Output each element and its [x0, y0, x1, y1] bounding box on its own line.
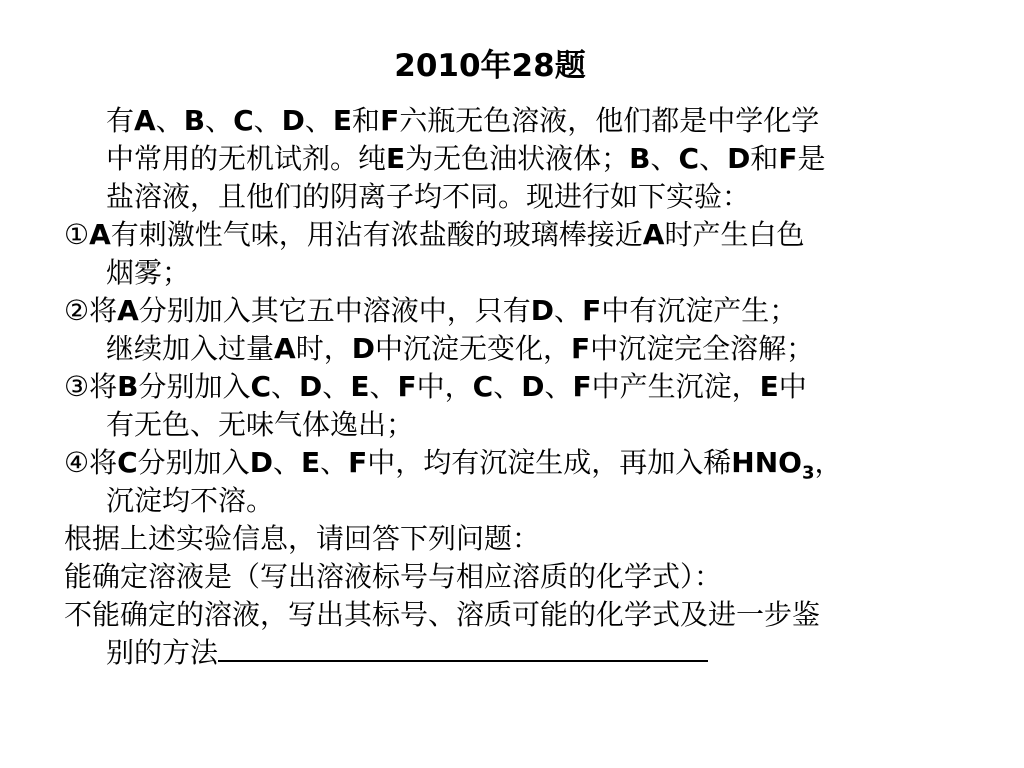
- step-2-text-2: 继续加入过量A时，D中沉淀无变化，F中沉淀完全溶解；: [106, 332, 815, 365]
- intro-line-3: [64, 178, 999, 216]
- question-2-line-2: [64, 634, 999, 672]
- step-2-line-2: [64, 330, 999, 368]
- question-2-text-2: 别的方法: [106, 636, 219, 669]
- slide-title-text: 2010年28题: [394, 48, 586, 84]
- step-4-line-2: [64, 482, 999, 520]
- intro-line-1: [64, 102, 999, 140]
- step-3-line-2: [64, 406, 999, 444]
- step-2-line-1: [64, 292, 999, 330]
- step-3-text-1: ③将B分别加入C、D、E、F中，C、D、F中产生沉淀，E中: [64, 370, 807, 403]
- intro-text-1: 有A、B、C、D、E和F六瓶无色溶液，他们都是中学化学: [106, 104, 820, 137]
- step-4-text-2: 沉淀均不溶。: [106, 484, 275, 517]
- step-3-text-2: 有无色、无味气体逸出；: [106, 408, 415, 441]
- step-2-text-1: ②将A分别加入其它五中溶液中，只有D、F中有沉淀产生；: [64, 294, 798, 327]
- step-4-text-1: ④将C分别加入D、E、F中，均有沉淀生成，再加入稀HNO: [64, 446, 802, 479]
- question-1-line: [64, 558, 999, 596]
- step-4-line-1: [64, 444, 999, 482]
- subscript-3: 3: [801, 462, 815, 484]
- slide-title: [0, 46, 1024, 86]
- prompt-text: 根据上述实验信息，请回答下列问题：: [64, 522, 541, 555]
- intro-text-3: 盐溶液，且他们的阴离子均不同。现进行如下实验：: [106, 180, 751, 213]
- step-1-text-2: 烟雾；: [106, 256, 191, 289]
- question-1-text: 能确定溶液是（写出溶液标号与相应溶质的化学式）：: [64, 560, 723, 593]
- step-4-comma: ，: [814, 446, 843, 479]
- question-body: [64, 102, 999, 672]
- step-1-line-2: [64, 254, 999, 292]
- step-1-line-1: [64, 216, 999, 254]
- answer-blank[interactable]: [218, 634, 708, 662]
- step-3-line-1: [64, 368, 999, 406]
- question-2-text-1: 不能确定的溶液，写出其标号、溶质可能的化学式及进一步鉴: [64, 598, 821, 631]
- step-1-text-1: ①A有刺激性气味，用沾有浓盐酸的玻璃棒接近A时产生白色: [64, 218, 805, 251]
- prompt-line: [64, 520, 999, 558]
- question-2-line-1: [64, 596, 999, 634]
- intro-text-2: 中常用的无机试剂。纯E为无色油状液体；B、C、D和F是: [106, 142, 826, 175]
- intro-line-2: [64, 140, 999, 178]
